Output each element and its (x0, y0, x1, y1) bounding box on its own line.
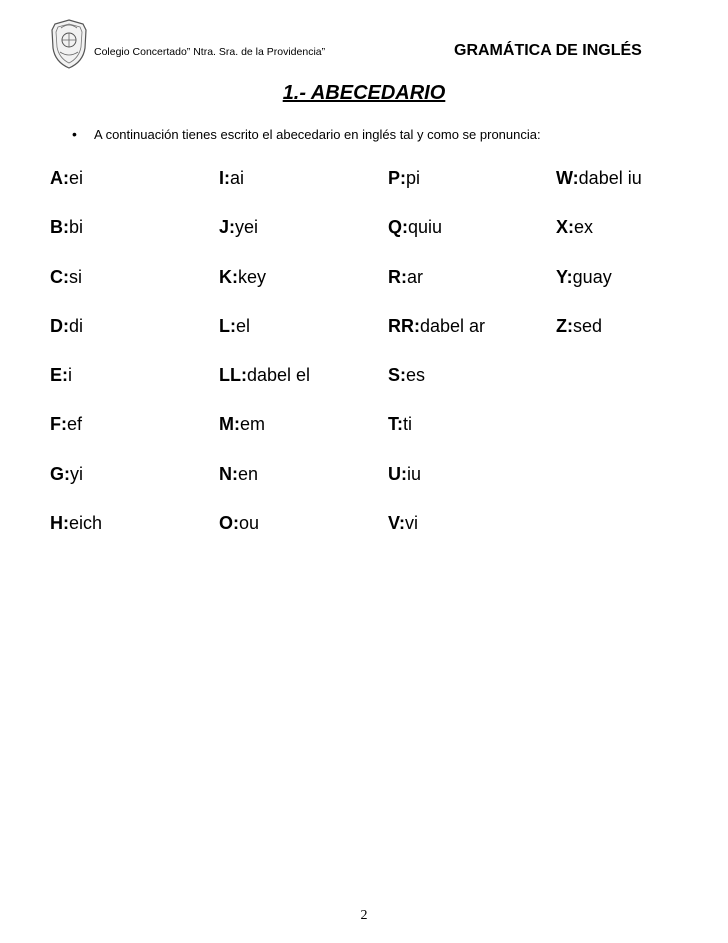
alphabet-entry (388, 413, 485, 462)
letter: X: (556, 217, 574, 238)
alphabet-column-1 (50, 167, 102, 561)
pronunciation: iu (407, 463, 422, 484)
letter: A: (50, 168, 69, 188)
alphabet-entry (219, 463, 310, 512)
letter: B: (50, 217, 69, 238)
pronunciation: sed (573, 315, 603, 336)
letter: LL: (219, 365, 247, 386)
alphabet-entry (556, 266, 642, 315)
alphabet-entry (219, 266, 310, 315)
alphabet-column-3 (388, 167, 485, 561)
page-title (0, 82, 728, 105)
letter: Z: (556, 315, 573, 336)
pronunciation: ar (407, 266, 424, 287)
pronunciation: vi (405, 513, 419, 534)
letter: K: (219, 266, 238, 287)
pronunciation: key (238, 266, 267, 287)
alphabet-entry (388, 512, 485, 561)
alphabet-entry (50, 216, 102, 265)
pronunciation: dabel ar (420, 315, 486, 336)
pronunciation: di (69, 315, 84, 336)
page-title-text: 1.- ABECEDARIO (282, 82, 446, 104)
alphabet-entry (50, 512, 102, 561)
alphabet-entry (556, 315, 642, 364)
bullet-icon: • (72, 126, 77, 142)
intro-bullet-item (72, 126, 541, 142)
letter: E: (50, 365, 68, 386)
letter: V: (388, 513, 406, 534)
alphabet-entry (388, 167, 485, 216)
subject-title: GRAMÁTICA DE INGLÉS (454, 42, 642, 59)
pronunciation: i (68, 365, 72, 386)
pronunciation: em (240, 414, 266, 435)
alphabet-entry (50, 167, 102, 216)
alphabet-column-2 (219, 167, 310, 561)
letter: R: (388, 266, 407, 287)
alphabet-entry (388, 315, 485, 364)
alphabet-entry (50, 413, 102, 462)
pronunciation: ex (574, 217, 594, 238)
pronunciation: dabel el (246, 365, 311, 386)
alphabet-column-4 (556, 167, 642, 364)
alphabet-entry (219, 512, 310, 561)
page-number: 2 (360, 908, 368, 923)
alphabet-entry (556, 216, 642, 265)
letter: T: (388, 414, 403, 435)
letter: U: (388, 463, 407, 484)
pronunciation: ai (230, 168, 245, 188)
alphabet-entry (388, 266, 485, 315)
pronunciation: si (69, 266, 82, 287)
pronunciation: quiu (408, 217, 443, 238)
letter: Q: (388, 217, 408, 238)
letter: M: (219, 414, 240, 435)
pronunciation: en (238, 463, 259, 484)
pronunciation: eich (69, 513, 103, 534)
alphabet-entry (219, 315, 310, 364)
alphabet-entry (388, 216, 485, 265)
letter: J: (219, 217, 236, 238)
alphabet-entry (50, 266, 102, 315)
letter: H: (50, 513, 69, 534)
pronunciation: pi (406, 168, 421, 188)
school-name: Colegio Concertado” Ntra. Sra. de la Providencia” (94, 46, 326, 58)
pronunciation: guay (572, 266, 612, 287)
letter: O: (219, 513, 239, 534)
pronunciation: bi (69, 217, 84, 238)
pronunciation: yei (235, 217, 259, 238)
pronunciation: el (236, 315, 251, 336)
letter: RR: (388, 315, 420, 336)
letter: W: (556, 168, 579, 188)
pronunciation: ef (67, 414, 83, 435)
pronunciation: ou (239, 513, 260, 534)
letter: I: (219, 168, 230, 188)
letter: L: (219, 315, 236, 336)
pronunciation: dabel iu (578, 168, 642, 188)
intro-text: A continuación tienes escrito el abecedario en inglés tal y como se pronuncia: (94, 127, 541, 142)
alphabet-entry (388, 364, 485, 413)
alphabet-entry (219, 167, 310, 216)
alphabet-entry (388, 463, 485, 512)
letter: D: (50, 315, 69, 336)
alphabet-entry (219, 364, 310, 413)
alphabet-entry (50, 463, 102, 512)
alphabet-entry (219, 413, 310, 462)
letter: Y: (556, 266, 573, 287)
pronunciation: yi (70, 463, 83, 484)
letter: N: (219, 463, 238, 484)
alphabet-entry (50, 364, 102, 413)
alphabet-entry (50, 315, 102, 364)
alphabet-entry (219, 216, 310, 265)
letter: G: (50, 463, 70, 484)
pronunciation: es (406, 365, 426, 386)
pronunciation: ti (403, 414, 412, 435)
letter: S: (388, 365, 406, 386)
pronunciation: ei (69, 168, 84, 188)
alphabet-entry (556, 167, 642, 216)
letter: P: (388, 168, 406, 188)
letter: C: (50, 266, 69, 287)
school-crest-icon (49, 18, 89, 70)
letter: F: (50, 414, 67, 435)
